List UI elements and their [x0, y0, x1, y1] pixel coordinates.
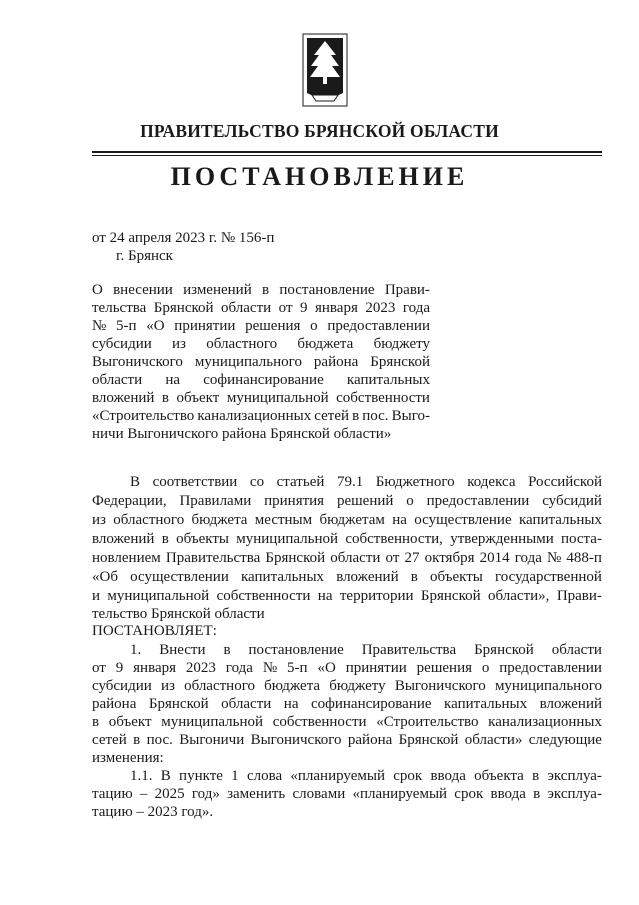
- subject-line: ничи Выгоничского района Брянской области»: [92, 426, 392, 442]
- issuing-authority: ПРАВИТЕЛЬСТВО БРЯНСКОЙ ОБЛАСТИ: [140, 121, 499, 141]
- preamble-line: В соответствии со статьей 79.1 Бюджетного кодекса Российской: [130, 474, 602, 490]
- preamble-line: «Об осуществлении капитальных вложений в объекты государственной: [92, 569, 602, 585]
- item-1-1-line: 1.1. В пункте 1 слова «планируемый срок ввода объекта в эксплуа-: [130, 768, 602, 784]
- preamble-line: вложений в объекты муниципальной собственности, утвержденными поста-: [92, 531, 602, 547]
- city-line: г. Брянск: [116, 248, 173, 264]
- preamble-line: и муниципальной собственности на территории Брянской области», Прави-: [92, 588, 602, 604]
- subject-line: области на софинансирование капитальных: [92, 372, 430, 388]
- item-1-line: изменения:: [92, 750, 164, 766]
- item-1-line: сетей в пос. Выгоничи Выгоничского района Брянской области» следующие: [92, 732, 602, 748]
- item-1-line: 1. Внести в постановление Правительства Брянской области: [130, 642, 602, 658]
- preamble-line: тельство Брянской области: [92, 606, 265, 622]
- document-type-title: ПОСТАНОВЛЕНИЕ: [170, 162, 469, 191]
- item-1-1-line: тацию – 2025 год» заменить словами «планируемый срок ввода в эксплуа-: [92, 786, 602, 802]
- subject-line: тельства Брянской области от 9 января 2023 года: [92, 300, 430, 316]
- item-1-line: от 9 января 2023 года № 5-п «О принятии решения о предоставлении: [92, 660, 602, 676]
- preamble-line: Федерации, Правилами принятия решений о предоставлении субсидий: [92, 493, 602, 509]
- preamble-line: новлением Правительства Брянской области от 27 октября 2014 года № 488-п: [92, 550, 602, 566]
- item-1-line: в объект муниципальной собственности «Строительство канализационных: [92, 714, 602, 730]
- resolves-heading: ПОСТАНОВЛЯЕТ:: [92, 623, 217, 639]
- subject-line: субсидии из областного бюджета бюджету: [92, 336, 430, 352]
- item-1-line: субсидии из областного бюджета бюджету Выгоничского муниципального: [92, 678, 602, 694]
- header-rule-thin: [92, 155, 602, 156]
- subject-line: Выгоничского муниципального района Брянской: [92, 354, 430, 370]
- subject-line: О внесении изменений в постановление Прави-: [92, 282, 430, 298]
- coat-of-arms-emblem: [302, 33, 348, 107]
- subject-line: «Строительство канализационных сетей в пос. Выго-: [92, 408, 430, 424]
- item-1-1-line: тацию – 2023 год».: [92, 804, 214, 820]
- date-number-line: от 24 апреля 2023 г. № 156-п: [92, 230, 275, 246]
- header-rule-thick: [92, 151, 602, 153]
- preamble-line: из областного бюджета местным бюджетам на осуществление капитальных: [92, 512, 602, 528]
- subject-line: № 5-п «О принятии решения о предоставлении: [92, 318, 430, 334]
- subject-line: вложений в объект муниципальной собственности: [92, 390, 430, 406]
- item-1-line: района Брянской области на софинансирование капитальных вложений: [92, 696, 602, 712]
